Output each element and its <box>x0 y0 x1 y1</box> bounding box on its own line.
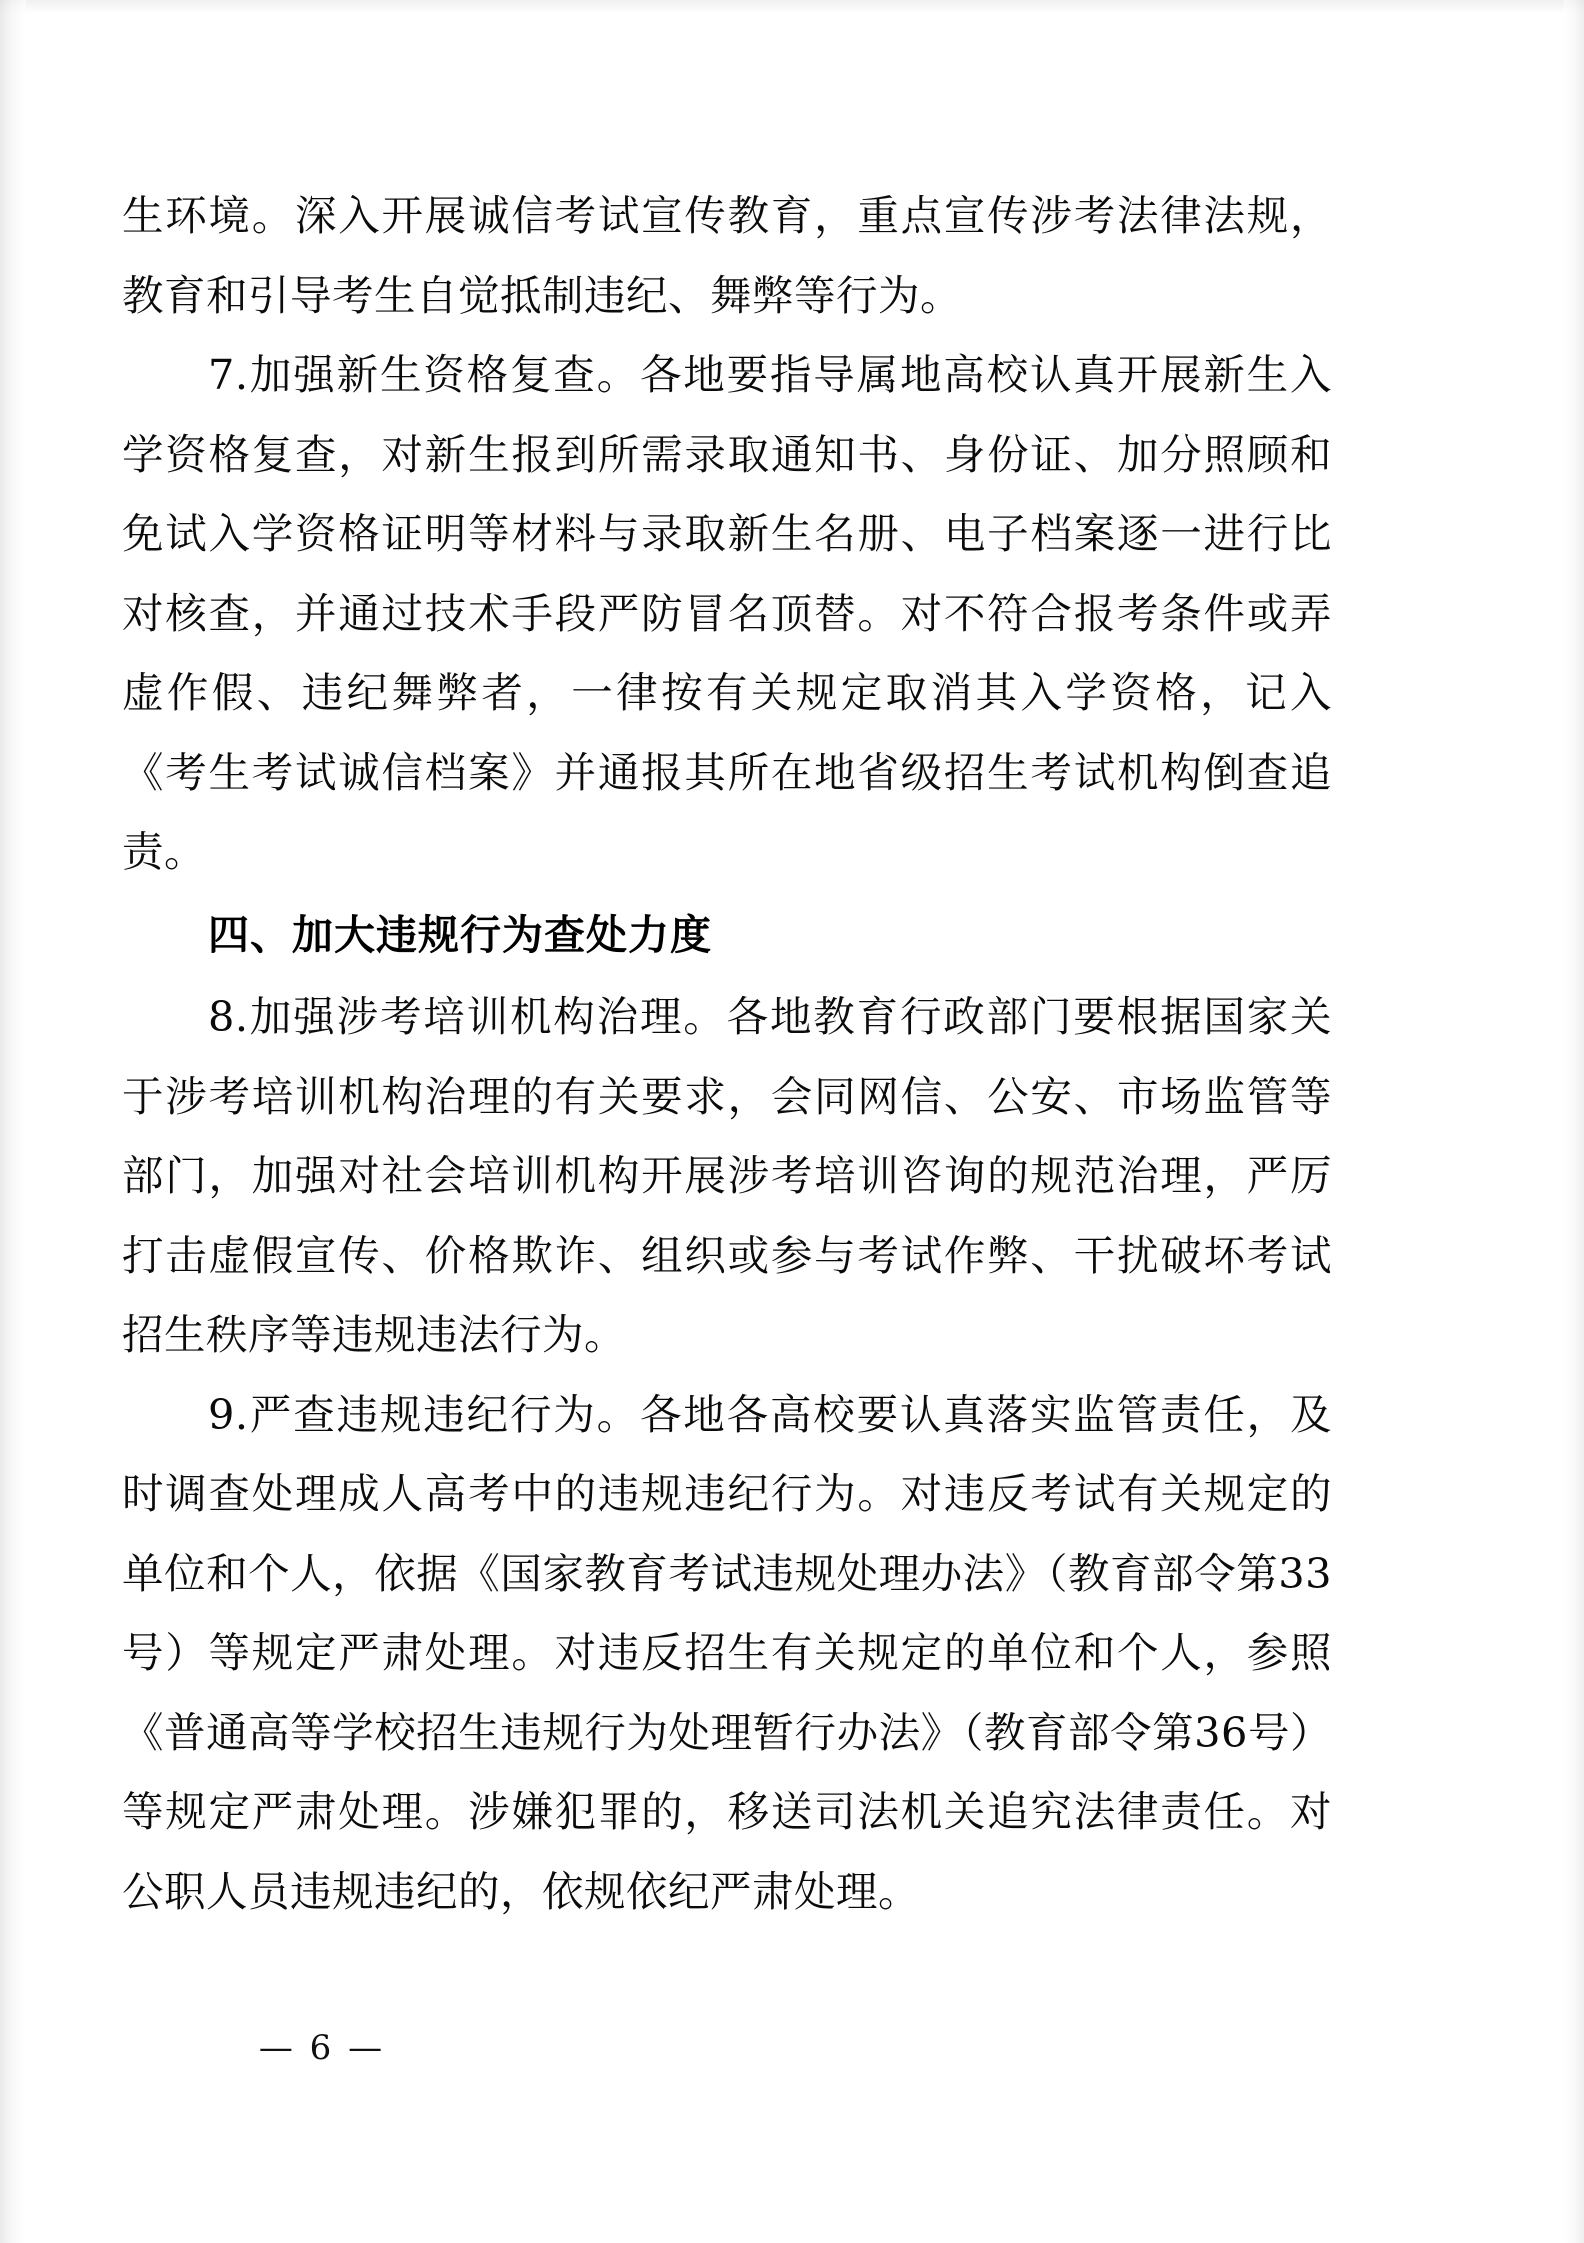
scan-edge-top <box>0 0 1584 14</box>
scan-edge-left <box>0 0 26 2243</box>
paragraph-item-8: 8.加强涉考培训机构治理。各地教育行政部门要根据国家关于涉考培训机构治理的有关要求，会同网信、公安、市场监管等部门，加强对社会培训机构开展涉考培训咨询的规范治理，严厉打击虚假宣传、价格欺诈、组织或参与考试作弊、干扰破坏考试招生秩序等违规违法行为。 <box>122 992 1332 1359</box>
page-number: — 6 — <box>258 2028 386 2068</box>
paragraph-item-9: 9.严查违规违纪行为。各地各高校要认真落实监管责任，及时调查处理成人高考中的违规违纪行为。对违反考试有关规定的单位和个人，依据《国家教育考试违规处理办法》（教育部令第33号）等规定严肃处理。对违反招生有关规定的单位和个人，参照《普通高等学校招生违规行为处理暂行办法》（教育部令第36号）等规定严肃处理。涉嫌犯罪的，移送司法机关追究法律责任。对公职人员违规违纪的，依规依纪严肃处理。 <box>122 1389 1332 1916</box>
section-heading-4: 四、加大违规行为查处力度 <box>208 910 712 959</box>
document-body <box>122 176 1332 1931</box>
scan-edge-right <box>1564 0 1584 2243</box>
paragraph-item-7: 7.加强新生资格复查。各地要指导属地高校认真开展新生入学资格复查，对新生报到所需录取通知书、身份证、加分照顾和免试入学资格证明等材料与录取新生名册、电子档案逐一进行比对核查，并通过技术手段严防冒名顶替。对不符合报考条件或弄虚作假、违纪舞弊者，一律按有关规定取消其入学资格，记入《考生考试诚信档案》并通报其所在地省级招生考试机构倒查追责。 <box>122 350 1332 876</box>
paragraph-continued: 生环境。深入开展诚信考试宣传教育，重点宣传涉考法律法规，教育和引导考生自觉抵制违纪、舞弊等行为。 <box>122 191 1332 320</box>
